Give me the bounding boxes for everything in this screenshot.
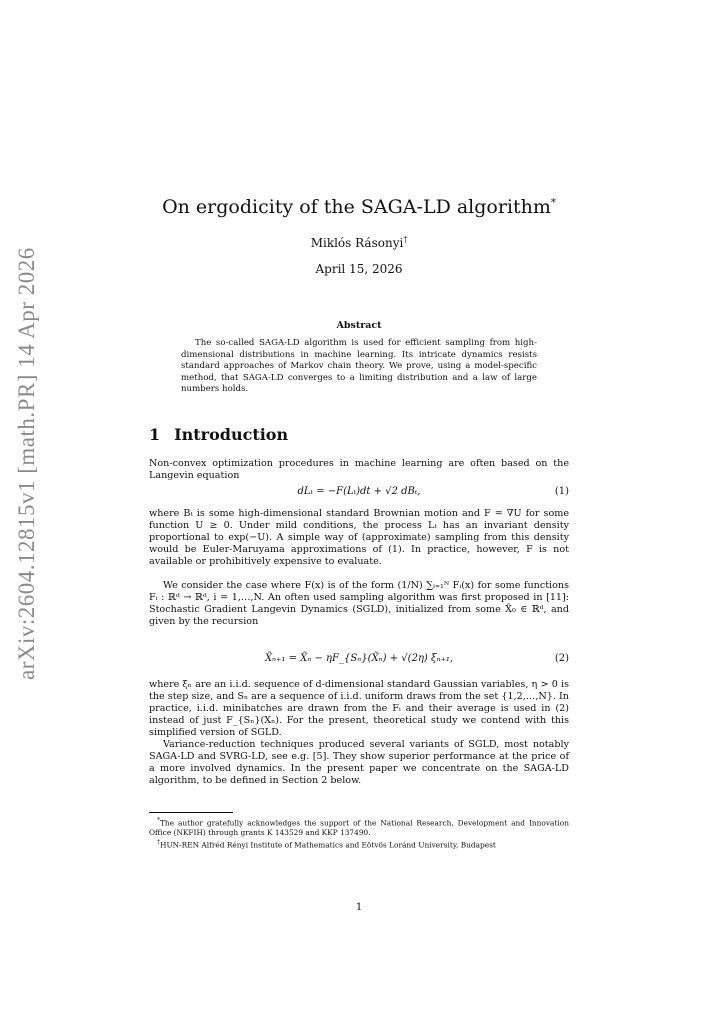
page-number: 1 xyxy=(355,902,363,913)
footnote-1-mark: * xyxy=(157,817,160,824)
section-heading xyxy=(149,425,302,444)
footnote-rule xyxy=(149,812,233,813)
paper-date: April 15, 2026 xyxy=(315,262,403,276)
author-name: Miklós Rásonyi† xyxy=(310,235,408,250)
footnote-2-mark: † xyxy=(157,839,160,846)
paragraph-2: where Bₜ is some high-dimensional standard Brownian motion and F = ∇U for some function U ≥ 0. Under mild conditions, the process Lₜ has an invariant density proportional to exp(−U). A simple way of (approximate) sampling from this density would be Euler-Maruyama approximations of (1). In practice, however, F is not available or prohibitively expensive to evaluate. xyxy=(149,508,569,568)
paragraph-4: where ξₙ are an i.i.d. sequence of d-dimensional standard Gaussian variables, η > 0 is the step size, and Sₙ are a sequence of i.i.d. uniform draws from the set {1,2,…,N}. In practice, i.i.d. minibatches are drawn from the Fᵢ and their average is used in (2) instead of just F_{Sₙ}(Xₙ). For the present, theoretical study we contend with this simplified version of SGLD. xyxy=(149,679,569,739)
paper-title: On ergodicity of the SAGA-LD algorithm* xyxy=(162,196,556,218)
section-number: 1 xyxy=(149,425,161,444)
equation-1 xyxy=(149,486,569,500)
title-footnote-mark: * xyxy=(550,197,556,209)
equation-1-body: dLₜ = −F(Lₜ)dt + √2 dBₜ, xyxy=(297,486,421,497)
arxiv-identifier: arXiv:2604.12815v1 [math.PR] 14 Apr 2026 xyxy=(14,247,39,680)
paragraph-1: Non-convex optimization procedures in machine learning are often based on the Langevin equation xyxy=(149,458,569,482)
abstract-heading: Abstract xyxy=(336,320,382,331)
equation-2-number: (2) xyxy=(554,653,569,664)
footnote-2: †HUN-REN Alfréd Rényi Institute of Mathematics and Eötvös Loránd University, Budapest xyxy=(157,839,496,850)
footnote-1: *The author gratefully acknowledges the support of the National Research, Development and Innovation Office (NKFIH) through grants K 143529 and KKP 137490. xyxy=(149,817,569,838)
paragraph-5: Variance-reduction techniques produced several variants of SGLD, most notably SAGA-LD and SVRG-LD, see e.g. [5]. They show superior performance at the price of a more involved dynamics. In the present paper we concentrate on the SAGA-LD algorithm, to be defined in Section 2 below. xyxy=(149,739,569,787)
section-title: Introduction xyxy=(174,425,289,444)
author-footnote-mark: † xyxy=(403,235,408,244)
equation-2 xyxy=(149,653,569,667)
paragraph-3: We consider the case where F(x) is of the form (1/N) ∑ᵢ₌₁ᴺ Fᵢ(x) for some functions Fᵢ : ℝᵈ → ℝᵈ, i = 1,…,N. An often used sampling algorithm was first proposed in [11]: Stochastic Gradient Langevin Dynamics (SGLD), initialized from some X̃₀ ∈ ℝᵈ, and given by the recursion xyxy=(149,580,569,628)
abstract-text: The so-called SAGA-LD algorithm is used for efficient sampling from high-dimensional distributions in machine learning. Its intricate dynamics resists standard approaches of Markov chain theory. We prove, using a model-specific method, that SAGA-LD converges to a limiting distribution and a law of large numbers holds. xyxy=(181,338,537,395)
equation-1-number: (1) xyxy=(554,486,569,497)
equation-2-body: X̃ₙ₊₁ = X̃ₙ − ηF_{Sₙ}(X̃ₙ) + √(2η) ξₙ₊₁, xyxy=(264,653,454,664)
